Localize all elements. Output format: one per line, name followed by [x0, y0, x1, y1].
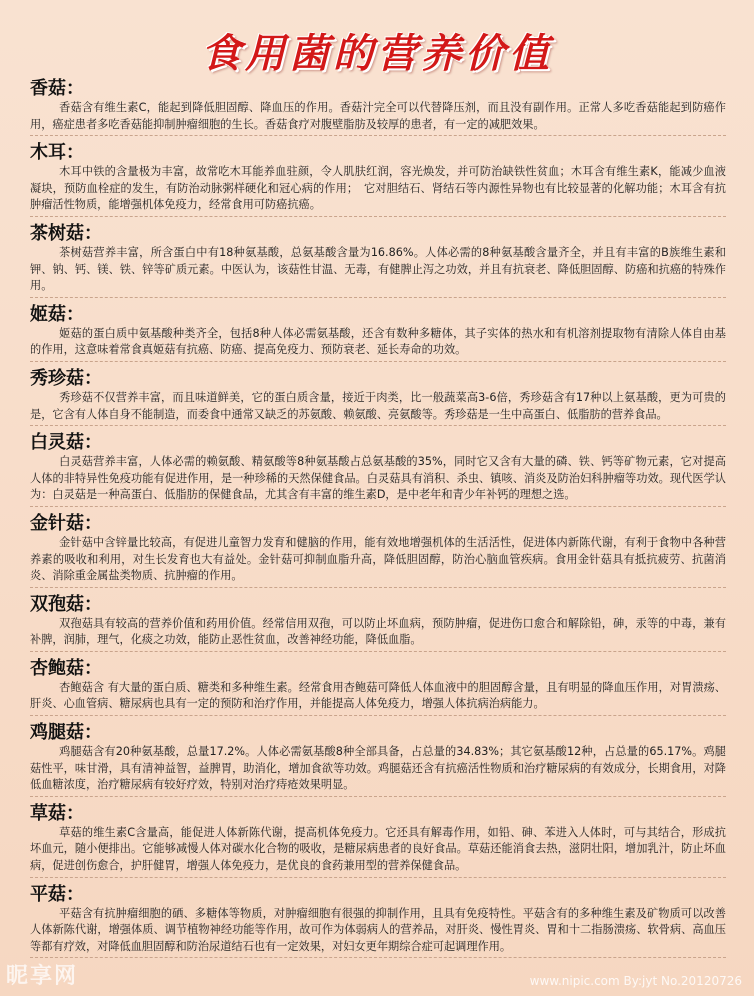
section-heading: 鸡腿菇： — [30, 722, 102, 744]
section-text: 香菇含有维生素C，能起到降低胆固醇、降血压的作用。香菇汁完全可以代替降压剂，而且没有副作用。正常人多吃香菇能起到防癌作用，癌症患者多吃香菇能抑制肿瘤细胞的生长。香菇食疗对腹壁脂肪及较厚的患者，有一定的减肥效果。 — [30, 101, 726, 131]
section-pinggu — [30, 884, 726, 959]
section-text: 秀珍菇不仅营养丰富，而且味道鲜美，它的蛋白质含量，接近于肉类，比一般蔬菜高3-6倍，秀珍菇含有17种以上氨基酸，更为可贵的是，它含有人体自身不能制造，而委食中通常又缺乏的苏氨酸、赖氨酸、亮氨酸等。秀珍菇是一生中高蛋白、低脂肪的营养食品。 — [30, 390, 726, 421]
section-heading: 双孢菇： — [30, 593, 102, 615]
section-muer — [30, 142, 726, 217]
section-text: 双孢菇具有较高的营养价值和药用价值。经常信用双孢，可以防止坏血病，预防肿瘤，促进伤口愈合和解除铅，砷，汞等的中毒，兼有补脾，润肺，理气，化痰之功效，能防止恶性贫血，改善神经功能，降低血脂。 — [30, 616, 726, 647]
section-text: 姬菇的蛋白质中氨基酸种类齐全，包括8种人体必需氨基酸，还含有数种多糖体，其子实体的热水和有机溶剂提取物有清除人体自由基的作用，这意味着常食真姬菇有抗癌、防癌、提高免疫力、预防衰老、延长寿命的功效。 — [30, 326, 726, 357]
section-text: 金针菇中含锌量比较高，有促进儿童智力发育和健脑的作用，能有效地增强机体的生活活性，促进体内新陈代谢，有利于食物中各种营养素的吸收和利用，对生长发育也大有益处。金针菇可抑制血脂升高，降低胆固醇，防治心脑血管疾病。食用金针菇具有抵抗疲劳、抗菌消炎、消除重金属盐类物质、抗肿瘤的作用。 — [30, 535, 726, 583]
section-heading: 香菇： — [30, 78, 84, 99]
section-text: 茶树菇营养丰富，所含蛋白中有18种氨基酸，总氨基酸含量为16.86%。人体必需的8种氨基酸含量齐全，并且有丰富的B族维生素和钾、钠、钙、镁、铁、锌等矿质元素。中医认为，该菇性甘温、无毒，有健脾止泻之功效，并且有抗衰老、降低胆固醇、防癌和抗癌的特殊作用。 — [30, 245, 726, 293]
section-text: 木耳中铁的含量极为丰富，故常吃木耳能养血驻颜，令人肌肤红润，容光焕发，并可防治缺铁性贫血；木耳含有维生素K，能减少血液凝块，预防血栓症的发生，有防治动脉粥样硬化和冠心病的作用； 它对胆结石、肾结石等内源性异物也有比较显著的化解功能；木耳含有抗肿瘤活性物质，能增强机体免疫力，经常食用可防癌抗癌。 — [30, 165, 726, 212]
section-heading: 姬菇： — [30, 303, 84, 325]
watermark-text: www.nipic.com By:jyt No.20120726 — [529, 974, 742, 988]
page-title: 食用菌的营养价值 — [201, 30, 553, 77]
section-heading: 草菇： — [30, 802, 84, 824]
section-chashugu — [30, 223, 726, 298]
section-heading: 杏鲍菇： — [30, 657, 102, 679]
section-xianggu — [30, 78, 726, 136]
section-heading: 金针菇： — [30, 512, 102, 534]
section-heading: 茶树菇： — [30, 222, 102, 244]
section-jituigu — [30, 722, 726, 797]
section-text: 杏鲍菇含 有大量的蛋白质、糖类和多种维生素。经常食用杏鲍菇可降低人体血液中的胆固醇含量，且有明显的降血压作用，对胃溃疡、肝炎、心血管病、糖尿病也具有一定的预防和治疗作用，并能提高人体免疫力，增强人体抗病治病能力。 — [30, 680, 726, 711]
section-caogu — [30, 803, 726, 878]
section-heading: 白灵菇： — [30, 432, 102, 454]
section-heading: 秀珍菇： — [30, 367, 102, 389]
section-text: 平菇含有抗肿瘤细胞的硒、多糖体等物质，对肿瘤细胞有很强的抑制作用，且具有免疫特性。平菇含有的多种维生素及矿物质可以改善人体新陈代谢，增强体质、调节植物神经功能等作用，故可作为体弱病人的营养品，对肝炎、慢性胃炎、胃和十二指肠溃疡、软骨病、高血压等都有疗效，对降低血胆固醇和防治尿道结石也有一定效果，对妇女更年期综合症可起调理作用。 — [30, 906, 726, 953]
section-heading: 木耳： — [30, 142, 84, 164]
section-heading: 平菇： — [30, 883, 84, 905]
section-jigu — [30, 304, 726, 362]
article-body — [30, 78, 726, 964]
section-xiuzhengu — [30, 368, 726, 426]
section-jinzhengu — [30, 513, 726, 588]
section-text: 白灵菇营养丰富，人体必需的赖氨酸、精氨酸等8种氨基酸占总氨基酸的35%，同时它又含有大量的磷、铁、钙等矿物元素，它对提高人体的非特异性免疫功能有促进作用，是一种珍稀的天然保健食品。白灵菇具有消积、杀虫、镇咳、消炎及防治妇科肿瘤等功效。现代医学认为：白灵菇是一种高蛋白、低脂肪的保健食品，尤其含有丰富的维生素D，是中老年和青少年补钙的理想之选。 — [30, 455, 726, 502]
watermark-logo: 昵享网 — [6, 964, 79, 989]
section-text: 鸡腿菇含有20种氨基酸，总量17.2%。人体必需氨基酸8种全部具备，占总量的34.83%；其它氨基酸12种，占总量的65.17%。鸡腿菇性平，味甘滑，具有清神益智，益脾胃，助消化，增加食欲等功效。鸡腿菇还含有抗癌活性物质和治疗糖尿病的有效成分，长期食用，对降低血糖浓度，治疗糖尿病有较好疗效，特别对治疗痔疮效果明显。 — [30, 745, 726, 792]
section-xingbaogu — [30, 658, 726, 716]
section-bailinggu — [30, 432, 726, 507]
section-text: 草菇的维生素C含量高，能促进人体新陈代谢，提高机体免疫力。它还具有解毒作用，如铅、砷、苯进入人体时，可与其结合，形成抗坏血元，随小便排出。它能够减慢人体对碳水化合物的吸收，是糖尿病患者的良好食品。草菇还能消食去热，滋阴壮阳，增加乳汁，防止坏血病，促进创伤愈合，护肝健胃，增强人体免疫力，是优良的食药兼用型的营养保健食品。 — [30, 825, 726, 873]
section-shuangbaogu — [30, 594, 726, 652]
